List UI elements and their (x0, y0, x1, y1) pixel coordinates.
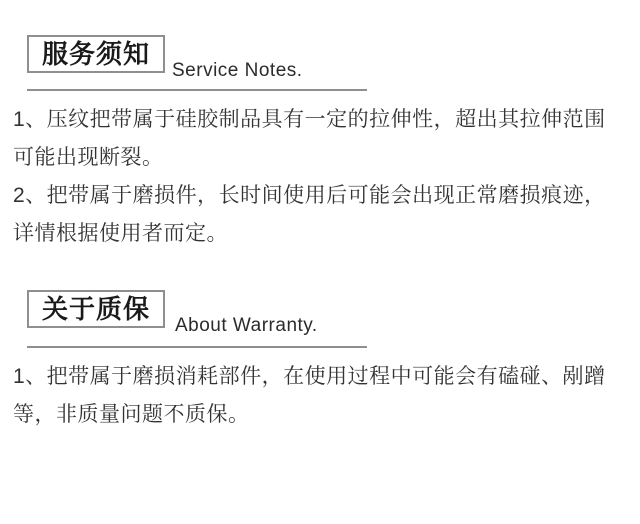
warranty-title-box (27, 290, 165, 328)
service-notes-body (13, 101, 637, 253)
service-notes-title-cn: 服务须知 (41, 39, 150, 69)
warranty-title-cn: 关于质保 (41, 294, 150, 324)
body-line: 详情根据使用者而定。 (13, 222, 228, 245)
warranty-divider (27, 346, 367, 348)
service-notes-divider (27, 89, 367, 91)
warranty-title-en: About Warranty. (175, 315, 318, 336)
body-line: 可能出现断裂。 (13, 146, 164, 169)
service-notes-title-box (27, 35, 165, 73)
body-line: 1、压纹把带属于硅胶制品具有一定的拉伸性，超出其拉伸范围 (13, 108, 606, 131)
body-line: 等，非质量问题不质保。 (13, 403, 250, 426)
warranty-body (13, 358, 637, 434)
service-notes-title-en: Service Notes. (172, 60, 303, 81)
body-line: 1、把带属于磨损消耗部件，在使用过程中可能会有磕碰、剐蹭 (13, 365, 606, 388)
body-line: 2、把带属于磨损件，长时间使用后可能会出现正常磨损痕迹， (13, 184, 606, 207)
